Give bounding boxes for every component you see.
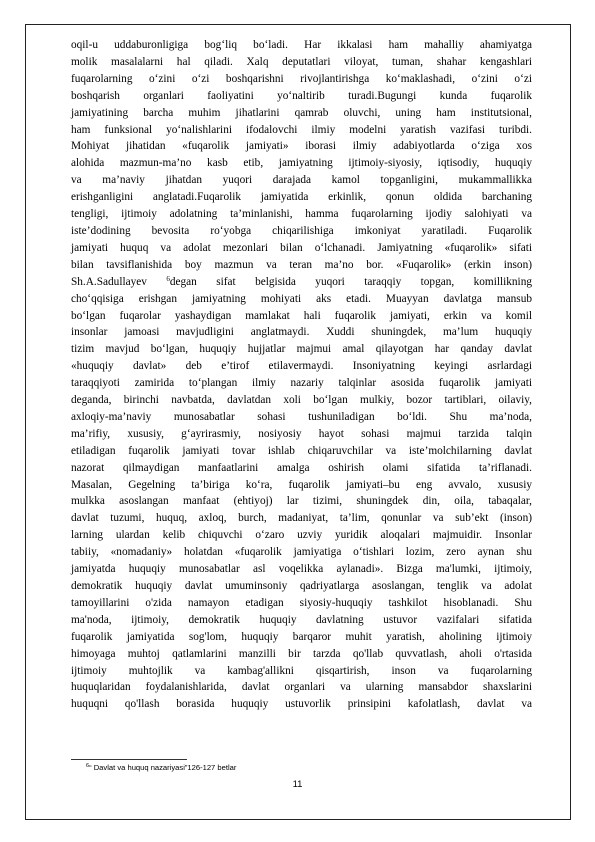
text-line: taraqqiyoti zamirida to‘plangan ilmiy nazariy talqinlar asosida fuqarolik jamiyati xyxy=(71,377,532,390)
text-line: huquqlaridan foydalanishlarida, davlat organlari va ularning mansabdor shaxslarini xyxy=(71,681,532,694)
text-line: alohida mazmun-ma’no kasb etib, jamiyatning ijtimoiy-siyosiy, iqtisodiy, huquqiy xyxy=(71,157,532,170)
text-line: insonlar jamoasi mavjudligini anglatmaydi. Xuddi shuningdek, ma’lum huquqiy xyxy=(71,326,532,339)
text-line: mulkka asoslangan manfaat (ehtiyoj) lar tizimi, shuningdek din, oila, tabaqalar, xyxy=(71,495,532,508)
text-line: tengligi, ijtimoiy adolatning ta’minlanishi, hamma fuqarolarning ijodiy salohiyati va xyxy=(71,208,532,221)
text-line: va ma’naviy jihatdan yuqori darajada kamol topganligini, mukammallikka xyxy=(71,174,532,187)
text-line: ijtimoiy muhtojlik va kambag'allikni qisqartirish, inson va fuqarolarning xyxy=(71,664,532,677)
text-line: ma'noda, ijtimoiy, demokratik huquqiy davlatning ustuvor vazifalari sifatida xyxy=(71,613,532,626)
footnote-marker: 6 xyxy=(86,763,90,769)
text-line: fuqarolik jamiyatida sog'lom, huquqiy barqaror muhit yaratish, aholining ijtimoiy xyxy=(71,630,532,643)
footnote-text: “ Davlat va huquq nazariyasi”126-127 betlar xyxy=(89,763,237,772)
text-line: etiladigan fuqarolik jamiyati tovar ishlab chiqaruvchilar va iste’molchilarning davlat xyxy=(71,444,532,457)
text-line: tamoyillarini o'zida namayon etadigan siyosiy-huquqiy tashkilot hisoblanadi. Shu xyxy=(71,596,532,609)
text-line: tabiiy, «nomadaniy» holatdan «fuqarolik jamiyatiga o‘tishlari lozim, zero aynan shu xyxy=(71,546,532,559)
text-line: boshqarish organlari faoliyatini yo‘naltirib turadi.Bugungi kunda fuqarolik xyxy=(71,89,532,102)
footnote-separator xyxy=(71,759,187,760)
text-line: Mohiyat jihatidan «fuqarolik jamiyati» iborasi ilmiy adabiyotlarda o‘ziga xos xyxy=(71,140,532,153)
text-line: Masalan, Gegelning ta’biriga ko‘ra, fuqarolik jamiyati–bu eng avvalo, xususiy xyxy=(71,478,532,491)
text-line: bo‘lgan fuqarolar yashaydigan mamlakat hali fuqarolik jamiyati, erkin va komil xyxy=(71,309,532,322)
footnote-reference: 6 xyxy=(166,274,170,283)
text-line: tizim mavjud bo‘lgan, huquqiy hujjatlar majmui amal qilayotgan har qanday davlat xyxy=(71,343,532,356)
text-line: larning ulardan kelib chiquvchi o‘zaro uzviy yuridik aloqalari majmuidir. Insonlar xyxy=(71,529,532,542)
text-line: fuqarolarning o‘zini o‘zi boshqarishni rivojlantirishga ko‘maklashadi, o‘zini o‘zi xyxy=(71,72,532,85)
text-line: «huquqiy davlat» deb e’tirof etilavermaydi. Insoniyatning keyingi asrlardagi xyxy=(71,360,532,373)
text-line: iste’dodining bevosita ro‘yobga chiqarilishiga imkoniyat yaratiladi. Fuqarolik xyxy=(71,224,532,237)
page-number: 11 xyxy=(292,779,303,790)
text-line: ham funksional yo‘nalishlarini ifodalovchi ilmiy modelni yaratish vazifasi turibdi. xyxy=(71,123,532,136)
text-line: jamiyatda huquqiy munosabatlar asl voqelikka aylanadi». Bizga ma'lumki, ijtimoiy, xyxy=(71,563,532,576)
text-line: demokratik huquqiy davlat umuminsoniy qadriyatlarga asoslangan, tenglik va adolat xyxy=(71,580,532,592)
text-line: bilan tavsiflanishida boy mazmun va teran ma’no bor. «Fuqarolik» (erkin inson) xyxy=(71,258,532,271)
text-line: cho‘qqisiga erishgan jamiyatning mohiyati aks etadi. Muayyan davlatga mansub xyxy=(71,292,532,305)
text-line: Sh.A.Sadullayev $^6$degan sifat belgisida yuqori taraqqiy topgan, komillikning xyxy=(71,274,532,288)
text-line: oqil-u uddaburonligiga bog‘liq bo‘ladi. Har ikkalasi ham mahalliy ahamiyatga xyxy=(71,39,532,51)
text-line: himoyaga muhtoj qatlamlarini manzilli bir tarzda qo'llab quvvatlash, aholi o'rtasida xyxy=(71,647,532,660)
text-line: huquqni qo'llash borasida huquqiy ustuvorlik prinsipini kafolatlash, davlat va xyxy=(71,698,532,711)
text-line: davlat tuzumi, huquq, axloq, burch, madaniyat, ta’lim, qonunlar va sub’ekt (inson) xyxy=(71,512,532,525)
text-line: erishganligini anglatadi.Fuqarolik jamiyatida erkinlik, qonun oldida barchaning xyxy=(71,191,532,204)
text-line: ma’rifiy, xususiy, g‘ayrirasmiy, nosiyosiy hayot sohasi majmui tarzida talqin xyxy=(71,427,532,440)
body-text xyxy=(71,37,532,713)
text-line: nazorat qilmaydigan manfaatlarini amalga oshirish olami sifatida ta’riflanadi. xyxy=(71,461,532,474)
text-line: deganda, birinchi navbatda, davlatdan xoli bo‘lgan mulkiy, bozor tartiblari, oilaviy, xyxy=(71,394,532,407)
text-line: jamiyatining barcha muhim jihatlarini qamrab oluvchi, uning ham institutsional, xyxy=(71,106,532,119)
text-line: jamiyati huquq va adolat mezonlari bilan o‘lchanadi. Jamiyatning «fuqarolik» sifati xyxy=(71,241,532,254)
text-line: axloqiy-ma’naviy munosabatlar sohasi tushuniladigan bo‘ldi. Shu ma’noda, xyxy=(71,410,532,423)
text-line: molik masalalarni hal qiladi. Xalq deputatlari viloyat, tuman, shahar kengashlari xyxy=(71,55,532,68)
footnote xyxy=(86,763,486,772)
